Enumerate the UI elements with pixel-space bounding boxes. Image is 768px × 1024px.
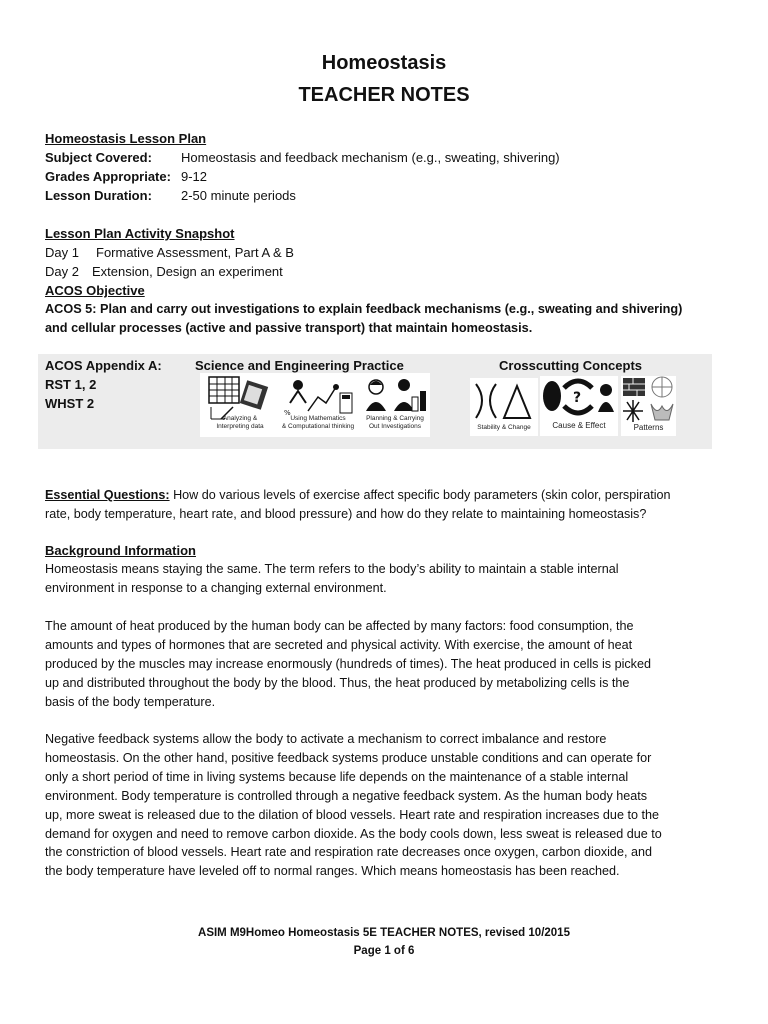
math-computation-icon [278,375,358,417]
essential-label: Essential Questions: [45,488,170,502]
sep-heading: Science and Engineering Practice [195,358,404,373]
paragraph-line: environment in response to a changing external environment. [45,580,387,595]
paragraph-line: up, more sweat is released due to the dilation of blood vessels. Heart rate and respiration increases due to the [45,807,659,822]
snapshot-heading: Lesson Plan Activity Snapshot [45,226,235,241]
day-text: Formative Assessment, Part A & B [96,245,294,260]
page-prefix: Page [353,945,385,957]
svg-text:?: ? [573,390,582,406]
paragraph-line: the body temperature have leveled off to normal ranges. Which means homeostasis has been reached. [45,864,620,879]
row-value: 9-12 [181,169,208,184]
concept-caption: Patterns [633,423,664,432]
lesson-plan-row [45,148,560,167]
concept-caption: Stability & Change [477,424,531,431]
paragraph-line: The amount of heat produced by the human body can be affected by many factors: food consumption, the [45,619,634,633]
paragraph-line: demand for oxygen and need to remove carbon dioxide. As the body cools down, less sweat is released due to [45,826,662,841]
lesson-plan-heading: Homeostasis Lesson Plan [45,131,207,146]
concept-caption: Cause & Effect [552,421,606,430]
acos-heading: ACOS Objective [45,283,145,298]
patterns-icon [621,376,676,422]
footer-title: ASIM M9Homeo Homeostasis 5E TEACHER NOTES, revised 10/2015 [198,927,570,939]
row-label: Subject Covered: [45,150,152,165]
row-value: Homeostasis and feedback mechanism (e.g., sweating, shivering) [181,150,560,165]
page-mid: of [390,945,408,957]
paragraph-line: the constriction of blood vessels. Heart rate and respiration rate decreases once oxygen, carbon dioxide, and [45,845,652,860]
practice-caption: Analyzing & [222,415,258,422]
appendix-item: RST 1, 2 [45,377,97,392]
paragraph-line: homeostasis. On the other hand, positive feedback systems produce unstable conditions and can operate for [45,750,652,765]
paragraph-line: amounts and types of hormones that are secreted and physical activity. With exercise, the amount of heat [45,637,633,652]
page-subtitle: TEACHER NOTES [298,84,470,106]
day-label: Day 1 [45,245,79,260]
stability-change-icon [470,380,538,424]
paragraph-line: environment. Body temperature is controlled through a negative feedback system. As the human body heats [45,788,648,803]
concept-box [621,376,676,436]
concept-box [540,376,618,436]
paragraph-line: Homeostasis means staying the same. The term refers to the body’s ability to maintain a stable internal [45,562,619,576]
paragraph-line: Negative feedback systems allow the body to activate a mechanism to correct imbalance and restore [45,732,607,746]
page-title: Homeostasis [321,52,447,74]
appendix-band [38,354,712,449]
essential-questions [45,486,727,524]
acos-line-1: ACOS 5: Plan and carry out investigations to explain feedback mechanisms (e.g., sweating and shivering) [45,302,683,316]
practice-caption: Out Investigations [368,423,422,430]
essential-line: How do various levels of exercise affect specific body parameters (skin color, perspiration [169,488,671,502]
row-value: 2-50 minute periods [181,188,296,203]
page-total: 6 [407,945,415,957]
practice-caption: & Computational thinking [281,423,355,430]
paragraph-line: only a short period of time in living systems because life depends on the maintenance of a stable internal [45,769,629,784]
appendix-item: WHST 2 [45,396,95,411]
acos-line-2: and cellular processes (active and passive transport) that maintain homeostasis. [45,321,533,335]
concept-box [470,378,538,436]
cause-effect-icon [540,376,618,420]
day-label: Day 2 [45,264,79,279]
background-paragraph-3 [45,730,727,881]
page-current: 1 [384,945,391,957]
background-heading: Background Information [45,543,196,558]
cc-heading: Crosscutting Concepts [499,358,643,373]
snapshot-day [45,262,283,281]
practice-caption: Using Mathematics [290,415,346,422]
background-paragraph-1 [45,560,727,598]
day-text: Extension, Design an experiment [92,264,283,279]
page-number [0,942,768,960]
lesson-plan-row [45,167,207,186]
appendix-label: ACOS Appendix A: [45,358,162,373]
svg-text:%: % [284,409,291,417]
row-label: Grades Appropriate: [45,169,171,184]
paragraph-line: produced by the muscles may increase enormously (hundreds of times). The heat produced in cells is picked [45,656,651,671]
background-paragraph-2 [45,617,727,712]
planning-investigations-icon [362,375,428,417]
snapshot-day [45,243,294,262]
paragraph-line: basis of the body temperature. [45,694,216,709]
practice-caption: Interpreting data [216,423,264,430]
essential-line: rate, body temperature, heart rate, and blood pressure) and how do they relate to maintaining homeostasis? [45,506,647,521]
lesson-plan-row [45,186,296,205]
row-label: Lesson Duration: [45,188,152,203]
paragraph-line: up and distributed throughout the body by the blood. Thus, the heat produced by metabolizing cells is the [45,675,630,690]
practices-strip [200,373,430,437]
practice-caption: Planning & Carrying [366,415,424,422]
